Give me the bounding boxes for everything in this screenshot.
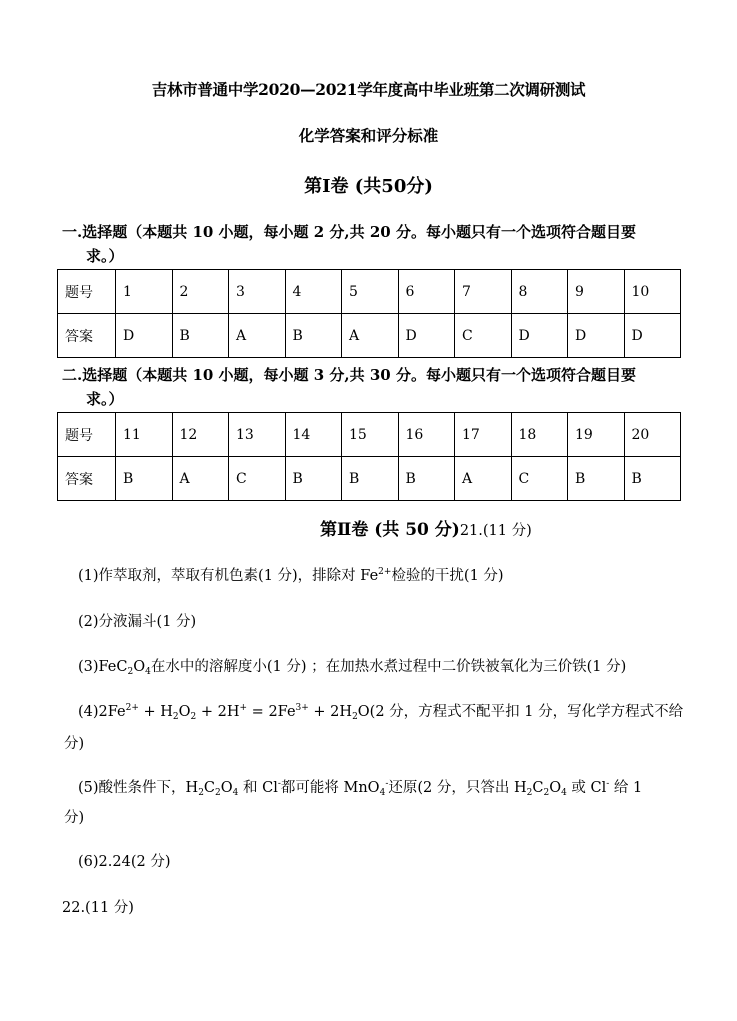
answer-sub: 2 [198, 788, 204, 798]
table-cell: D [568, 314, 625, 358]
answer-text: (4)2Fe [78, 704, 126, 720]
answer-text: O [549, 780, 562, 796]
table-cell: C [511, 457, 568, 501]
answer-21-5 [78, 776, 642, 798]
answer-text: O [133, 659, 146, 675]
answer-21-5-cont: 分) [64, 810, 85, 826]
answer-text: O [220, 780, 233, 796]
answer-sub: 2 [190, 712, 197, 722]
table-row [58, 314, 681, 358]
question-21-label: 21.(11 分) [459, 523, 532, 539]
answer-text: O(2 分，方程式不配平扣 1 分，写化学方程式不给 [357, 704, 684, 720]
table-row [58, 457, 681, 501]
section1-title-cont: 求。） [86, 247, 124, 265]
table-cell: D [398, 314, 455, 358]
table-cell: 11 [116, 413, 173, 457]
answer-sub: 4 [561, 788, 567, 798]
table-cell: C [229, 457, 286, 501]
answer-text: C [203, 780, 216, 796]
table-row [58, 270, 681, 314]
answer-text: (1)作萃取剂，萃取有机色素(1 分)，排除对 Fe [78, 568, 379, 584]
section2-title-cont: 求。） [86, 390, 124, 408]
answer-text: 还原(2 分，只答出 H [388, 780, 527, 796]
table-cell: C [455, 314, 512, 358]
answer-sup: 2+ [125, 703, 139, 713]
table-cell: B [285, 457, 342, 501]
table-cell: 14 [285, 413, 342, 457]
answer-text: C [532, 780, 544, 796]
table-cell: 8 [511, 270, 568, 314]
answer-sup: + [239, 703, 248, 713]
answer-sub: 2 [215, 788, 221, 798]
answer-text: + 2H [196, 704, 240, 720]
answer-text: 都可能将 MnO [280, 780, 380, 796]
answer-sub: 2 [127, 667, 134, 677]
table-cell: 5 [342, 270, 399, 314]
table-row [58, 413, 681, 457]
answer-sup: - [385, 779, 389, 789]
table-cell: A [229, 314, 286, 358]
section1-title: 一.选择题（本题共 10 小题，每小题 2 分,共 20 分。每小题只有一个选项符合题目要 [62, 223, 636, 241]
table-cell: 10 [624, 270, 681, 314]
answer-sub: 2 [172, 712, 179, 722]
answer-21-4 [78, 700, 683, 722]
document-title: 吉林市普通中学2020—2021学年度高中毕业班第二次调研测试 [151, 80, 586, 99]
table-cell: 4 [285, 270, 342, 314]
table-cell: 1 [116, 270, 173, 314]
table-cell: D [624, 314, 681, 358]
answer-text: 给 1 [609, 780, 643, 796]
table-cell: 6 [398, 270, 455, 314]
answer-text: 检验的干扰(1 分) [391, 568, 504, 584]
answer-sub: 4 [379, 788, 386, 798]
answer-text: 在水中的溶解度小(1 分) ；在加热水煮过程中二价铁被氧化为三价铁(1 分) [150, 659, 627, 675]
answer-text: + H [138, 704, 173, 720]
table-cell: B [624, 457, 681, 501]
table-cell: B [172, 314, 229, 358]
answer-sup: - [277, 779, 281, 789]
table-cell: 15 [342, 413, 399, 457]
answer-text: + 2H [308, 704, 353, 720]
row-label-question: 题号 [58, 270, 116, 314]
answer-sub: 2 [543, 788, 550, 798]
part2-heading: 第Ⅱ卷 (共 50 分) [320, 520, 460, 540]
answer-text: 或 Cl [566, 780, 607, 796]
answer-sub: 2 [526, 788, 533, 798]
table-cell: 2 [172, 270, 229, 314]
answer-sub: 4 [145, 667, 151, 677]
answer-sup: 2+ [378, 567, 392, 577]
table-cell: 7 [455, 270, 512, 314]
table-cell: A [455, 457, 512, 501]
table-cell: 18 [511, 413, 568, 457]
answer-table-2 [57, 412, 681, 501]
section2-title: 二.选择题（本题共 10 小题，每小题 3 分,共 30 分。每小题只有一个选项符合题目要 [62, 366, 636, 384]
answer-21-6: (6)2.24(2 分) [78, 854, 171, 870]
answer-sub: 2 [352, 712, 358, 722]
table-cell: A [342, 314, 399, 358]
row-label-question: 题号 [58, 413, 116, 457]
table-cell: 9 [568, 270, 625, 314]
table-cell: B [116, 457, 173, 501]
document-subtitle: 化学答案和评分标准 [298, 126, 439, 145]
table-cell: 12 [172, 413, 229, 457]
table-cell: 17 [455, 413, 512, 457]
table-cell: B [342, 457, 399, 501]
table-cell: 16 [398, 413, 455, 457]
table-cell: B [398, 457, 455, 501]
answer-21-4-cont: 分) [64, 736, 85, 752]
row-label-answer: 答案 [58, 314, 116, 358]
answer-sup: - [606, 779, 610, 789]
table-cell: A [172, 457, 229, 501]
table-cell: 20 [624, 413, 681, 457]
row-label-answer: 答案 [58, 457, 116, 501]
table-cell: D [116, 314, 173, 358]
answer-sup: 3+ [295, 703, 309, 713]
table-cell: B [285, 314, 342, 358]
table-cell: 3 [229, 270, 286, 314]
table-cell: D [511, 314, 568, 358]
answer-table-1 [57, 269, 681, 358]
answer-text: O [178, 704, 191, 720]
table-cell: 13 [229, 413, 286, 457]
answer-sub: 4 [232, 788, 239, 798]
answer-21-3 [78, 655, 626, 677]
question-22-label: 22.(11 分) [62, 900, 134, 916]
answer-text: (5)酸性条件下，H [78, 780, 199, 796]
part2-heading-line [320, 515, 532, 540]
answer-21-1 [78, 564, 504, 585]
answer-21-2: (2)分液漏斗(1 分) [78, 614, 197, 630]
table-cell: 19 [568, 413, 625, 457]
answer-text: 和 Cl [238, 780, 278, 796]
answer-text: (3)FeC [78, 659, 128, 675]
part1-heading: 第Ⅰ卷 (共50分) [304, 176, 433, 197]
answer-text: = 2Fe [247, 704, 296, 720]
table-cell: B [568, 457, 625, 501]
